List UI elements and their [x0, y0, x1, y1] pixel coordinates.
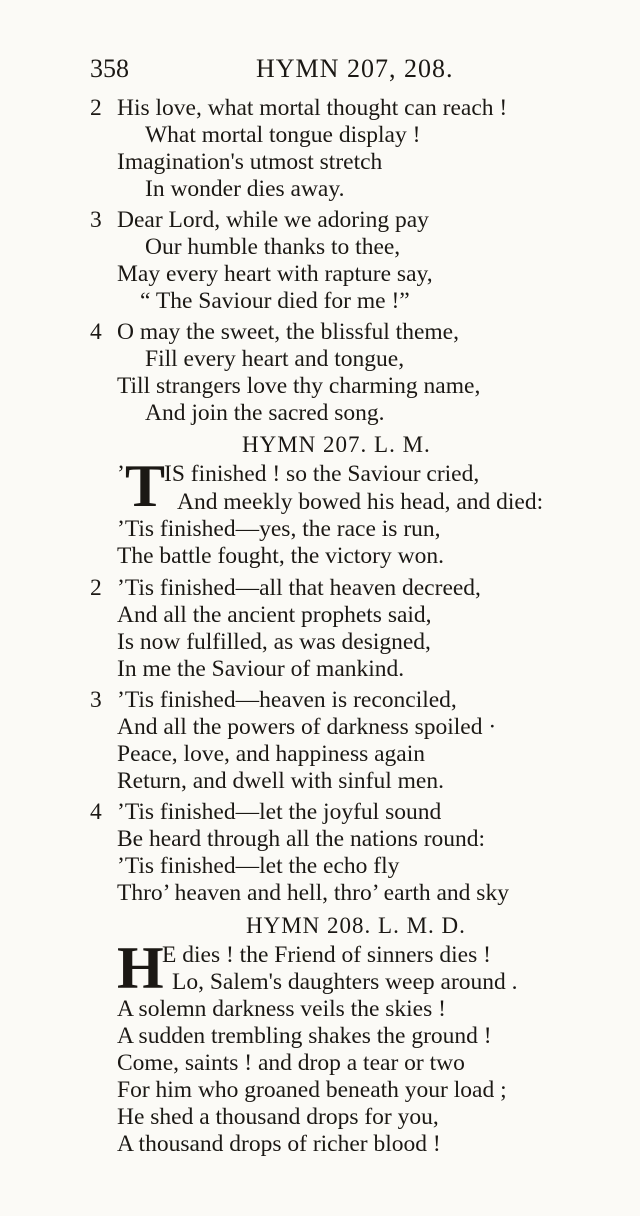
verse-line: ’Tis finished—heaven is reconciled,	[117, 687, 457, 713]
verse-line: And join the sacred song.	[145, 400, 385, 426]
verse-line: What mortal tongue display !	[145, 122, 421, 148]
page-header	[90, 54, 590, 88]
opening-apostrophe: ’	[117, 461, 125, 487]
verse-line: E dies ! the Friend of sinners dies !	[162, 942, 491, 968]
verse-number: 4	[90, 799, 102, 825]
verse-number: 3	[90, 687, 102, 713]
verse-number: 4	[90, 319, 102, 345]
verse-line: Fill every heart and tongue,	[145, 346, 405, 372]
drop-cap: T	[125, 453, 166, 519]
verse-line: And all the powers of darkness spoiled ·	[117, 714, 497, 740]
verse-line: Lo, Salem's daughters weep around .	[172, 969, 518, 995]
verse-line: Return, and dwell with sinful men.	[117, 768, 444, 794]
verse-line: A solemn darkness veils the skies !	[117, 996, 446, 1022]
verse-line: ’Tis finished—all that heaven decreed,	[117, 575, 481, 601]
hymn-title: HYMN 208. L. M. D.	[246, 913, 466, 938]
verse-line: His love, what mortal thought can reach !	[117, 95, 508, 121]
hymn-title: HYMN 207. L. M.	[242, 432, 431, 457]
verse-line: IS finished ! so the Saviour cried,	[164, 461, 480, 487]
verse-line: Dear Lord, while we adoring pay	[117, 207, 429, 233]
verse-line: Imagination's utmost stretch	[117, 149, 383, 175]
verse-line: In wonder dies away.	[145, 176, 345, 202]
page-number: 358	[90, 54, 129, 83]
verse-line: ’Tis finished—let the joyful sound	[117, 799, 442, 825]
verse-line: Our humble thanks to thee,	[145, 234, 401, 260]
drop-cap: H	[117, 935, 164, 1001]
running-title: HYMN 207, 208.	[256, 54, 454, 83]
verse-line: And all the ancient prophets said,	[117, 602, 432, 628]
verse-line: In me the Saviour of mankind.	[117, 656, 405, 682]
verse-number: 2	[90, 95, 102, 121]
verse-line: He shed a thousand drops for you,	[117, 1104, 439, 1130]
verse-line: “ The Saviour died for me !”	[140, 288, 410, 314]
verse-line: And meekly bowed his head, and died:	[177, 489, 544, 515]
verse-line: May every heart with rapture say,	[117, 261, 433, 287]
verse-line: ’Tis finished—let the echo fly	[117, 853, 400, 879]
verse-line: The battle fought, the victory won.	[117, 543, 444, 569]
verse-line: Till strangers love thy charming name,	[117, 373, 481, 399]
verse-line: Be heard through all the nations round:	[117, 826, 486, 852]
verse-line: Thro’ heaven and hell, thro’ earth and sky	[117, 880, 509, 906]
verse-line: A thousand drops of richer blood !	[117, 1131, 441, 1157]
verse-line: ’Tis finished—yes, the race is run,	[117, 516, 441, 542]
verse-line: O may the sweet, the blissful theme,	[117, 319, 459, 345]
verse-number: 2	[90, 575, 102, 601]
verse-line: Peace, love, and happiness again	[117, 741, 426, 767]
verse-line: Is now fulfilled, as was designed,	[117, 629, 431, 655]
verse-line: For him who groaned beneath your load ;	[117, 1077, 507, 1103]
verse-number: 3	[90, 207, 102, 233]
verse-line: Come, saints ! and drop a tear or two	[117, 1050, 465, 1076]
verse-line: A sudden trembling shakes the ground !	[117, 1023, 492, 1049]
